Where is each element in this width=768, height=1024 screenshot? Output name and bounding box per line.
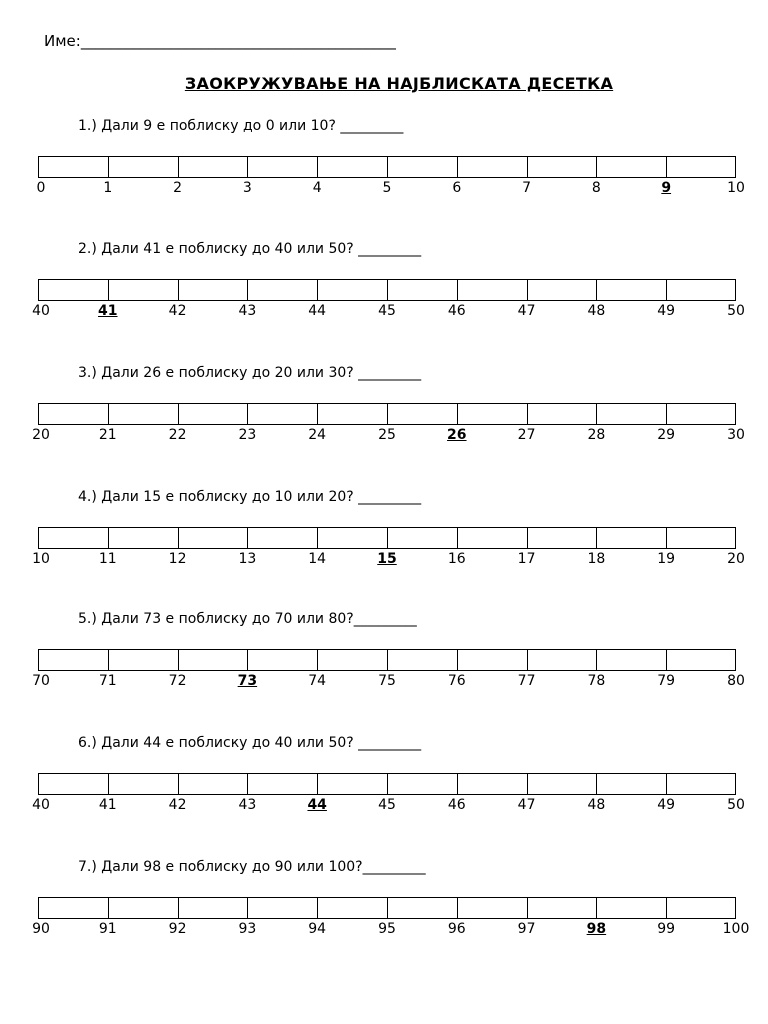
number-line-tick (527, 650, 528, 670)
highlighted-number-label: 15 (377, 551, 397, 567)
number-line-tick (247, 404, 248, 424)
highlighted-number-label: 73 (237, 673, 258, 689)
number-label: 77 (517, 673, 536, 689)
number-line-tick (247, 774, 248, 794)
number-label: 8 (591, 180, 601, 196)
number-line (38, 279, 736, 301)
number-label: 74 (308, 673, 327, 689)
number-line (38, 649, 736, 671)
number-line-tick (178, 650, 179, 670)
number-line-tick (666, 650, 667, 670)
number-label: 93 (238, 921, 257, 937)
number-label: 18 (587, 551, 606, 567)
number-line (38, 403, 736, 425)
number-label: 99 (657, 921, 676, 937)
number-line-tick (178, 280, 179, 300)
number-line-tick (178, 404, 179, 424)
highlighted-number-label: 26 (447, 427, 467, 443)
number-label: 48 (587, 303, 606, 319)
number-label: 48 (587, 797, 606, 813)
number-line-tick (387, 898, 388, 918)
number-line-tick (387, 157, 388, 177)
number-line-tick (666, 528, 667, 548)
number-line-tick (387, 774, 388, 794)
number-line-tick (527, 404, 528, 424)
number-line-tick (247, 157, 248, 177)
number-label: 100 (722, 921, 750, 937)
highlighted-number-label: 41 (98, 303, 118, 319)
number-label: 43 (238, 303, 257, 319)
number-line-tick (457, 774, 458, 794)
number-line-tick (108, 650, 109, 670)
problem-2 (0, 241, 768, 331)
number-label: 17 (517, 551, 536, 567)
number-label: 43 (238, 797, 257, 813)
number-label: 29 (657, 427, 676, 443)
number-line-tick (457, 404, 458, 424)
number-line-tick (596, 774, 597, 794)
question-text: 4.) Дали 15 е поблиску до 10 или 20? _________ (78, 489, 422, 505)
number-line (38, 897, 736, 919)
number-label: 5 (382, 180, 392, 196)
number-label: 78 (587, 673, 606, 689)
number-label: 50 (727, 303, 745, 319)
number-line-tick (317, 650, 318, 670)
number-label: 2 (173, 180, 183, 196)
number-line-tick (527, 528, 528, 548)
number-line-tick (247, 898, 248, 918)
number-line-tick (596, 650, 597, 670)
question-text: 7.) Дали 98 е поблиску до 90 или 100?_________ (78, 859, 426, 875)
number-label: 1 (103, 180, 113, 196)
number-line-tick (108, 898, 109, 918)
number-line-tick (527, 774, 528, 794)
number-label: 7 (522, 180, 532, 196)
number-label: 19 (657, 551, 676, 567)
number-line-tick (247, 280, 248, 300)
number-label: 40 (32, 797, 50, 813)
question-text: 6.) Дали 44 е поблиску до 40 или 50? _________ (78, 735, 422, 751)
number-line-tick (317, 898, 318, 918)
number-line-tick (457, 528, 458, 548)
number-label: 4 (312, 180, 322, 196)
number-line (38, 527, 736, 549)
number-line-tick (527, 280, 528, 300)
number-label: 3 (242, 180, 252, 196)
number-line-tick (317, 404, 318, 424)
number-line-tick (596, 528, 597, 548)
number-label: 23 (238, 427, 257, 443)
number-label: 47 (517, 303, 536, 319)
number-line-tick (527, 898, 528, 918)
number-label: 80 (727, 673, 745, 689)
number-label: 95 (378, 921, 396, 937)
number-line-tick (596, 280, 597, 300)
problem-1 (0, 118, 768, 208)
question-text: 2.) Дали 41 е поблиску до 40 или 50? _________ (78, 241, 422, 257)
number-line-tick (666, 774, 667, 794)
number-label: 70 (32, 673, 50, 689)
problem-3 (0, 365, 768, 455)
number-line-tick (596, 157, 597, 177)
highlighted-number-label: 98 (586, 921, 607, 937)
number-line-tick (457, 280, 458, 300)
number-label: 27 (517, 427, 536, 443)
number-line (38, 156, 736, 178)
number-line-tick (457, 898, 458, 918)
number-label: 50 (727, 797, 745, 813)
number-line-tick (596, 898, 597, 918)
number-label: 11 (98, 551, 117, 567)
worksheet-title: ЗАОКРУЖУВАЊЕ НА НАЈБЛИСКАТА ДЕСЕТКА (184, 74, 614, 93)
number-label: 47 (517, 797, 536, 813)
number-label: 21 (98, 427, 117, 443)
name-blank: __________________________________________ (80, 32, 396, 50)
number-line-tick (247, 528, 248, 548)
number-line-tick (666, 898, 667, 918)
number-label: 25 (378, 427, 396, 443)
number-line-tick (108, 528, 109, 548)
number-line-tick (596, 404, 597, 424)
number-line-tick (387, 528, 388, 548)
number-label: 44 (308, 303, 327, 319)
number-label: 97 (517, 921, 536, 937)
number-label: 49 (657, 303, 676, 319)
number-label: 0 (36, 180, 46, 196)
name-label: Име: (44, 32, 81, 50)
highlighted-number-label: 9 (661, 180, 672, 196)
number-label: 24 (308, 427, 327, 443)
number-label: 46 (447, 797, 466, 813)
number-label: 14 (308, 551, 327, 567)
problem-5 (0, 611, 768, 701)
number-label: 42 (168, 797, 187, 813)
number-label: 41 (98, 797, 117, 813)
name-field[interactable] (44, 32, 396, 50)
number-line-tick (317, 774, 318, 794)
number-label: 42 (168, 303, 187, 319)
number-line-tick (527, 157, 528, 177)
number-line-tick (317, 280, 318, 300)
number-label: 91 (98, 921, 117, 937)
number-line-tick (178, 898, 179, 918)
problem-4 (0, 489, 768, 579)
number-label: 76 (447, 673, 466, 689)
number-line-tick (666, 157, 667, 177)
number-line-tick (666, 404, 667, 424)
number-label: 45 (378, 303, 396, 319)
number-line-tick (178, 528, 179, 548)
number-label: 71 (98, 673, 117, 689)
number-label: 46 (447, 303, 466, 319)
number-label: 6 (452, 180, 462, 196)
number-line-tick (457, 650, 458, 670)
number-line-tick (457, 157, 458, 177)
number-line (38, 773, 736, 795)
number-label: 20 (727, 551, 745, 567)
number-label: 13 (238, 551, 257, 567)
number-line-tick (108, 404, 109, 424)
number-label: 75 (378, 673, 396, 689)
question-text: 1.) Дали 9 е поблиску до 0 или 10? _________ (78, 118, 404, 134)
question-text: 3.) Дали 26 е поблиску до 20 или 30? _________ (78, 365, 422, 381)
number-line-tick (317, 528, 318, 548)
number-label: 72 (168, 673, 187, 689)
number-label: 28 (587, 427, 606, 443)
number-label: 30 (727, 427, 745, 443)
number-label: 22 (168, 427, 187, 443)
number-label: 96 (447, 921, 466, 937)
number-line-tick (178, 157, 179, 177)
number-label: 94 (308, 921, 327, 937)
number-line-tick (178, 774, 179, 794)
number-line-tick (317, 157, 318, 177)
number-label: 92 (168, 921, 187, 937)
number-label: 12 (168, 551, 187, 567)
problem-7 (0, 859, 768, 949)
question-text: 5.) Дали 73 е поблиску до 70 или 80?_________ (78, 611, 417, 627)
number-line-tick (247, 650, 248, 670)
number-line-tick (387, 280, 388, 300)
number-label: 49 (657, 797, 676, 813)
number-line-tick (108, 280, 109, 300)
number-line-tick (108, 157, 109, 177)
number-line-tick (387, 650, 388, 670)
problem-6 (0, 735, 768, 825)
number-label: 90 (32, 921, 50, 937)
number-label: 40 (32, 303, 50, 319)
number-line-tick (387, 404, 388, 424)
number-label: 16 (447, 551, 466, 567)
number-label: 79 (657, 673, 676, 689)
highlighted-number-label: 44 (307, 797, 327, 813)
number-label: 10 (727, 180, 745, 196)
number-label: 20 (32, 427, 50, 443)
number-line-tick (108, 774, 109, 794)
number-line-tick (666, 280, 667, 300)
number-label: 10 (32, 551, 50, 567)
number-label: 45 (378, 797, 396, 813)
